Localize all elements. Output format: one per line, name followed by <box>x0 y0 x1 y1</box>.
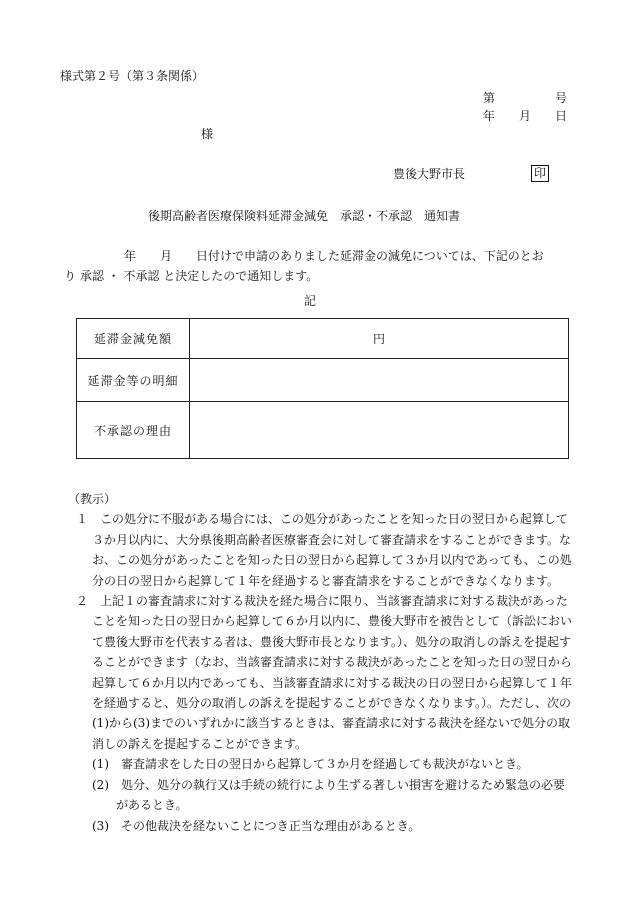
table-row <box>77 359 569 402</box>
addressee-suffix: 様 <box>201 127 214 141</box>
doc-number: 第 号 <box>483 91 568 105</box>
note-item-1: １ この処分に不服がある場合には、この処分があったことを知った日の翌日から起算して３か月以内に、大分県後期高齢者医療審査会に対して審査請求をすることができます。なお、この処分があったことを知った日の翌日から起算して３か月以内であっても、この処分の日の翌日から起算して１年を経過すると審査請求をすることができなくなります。 <box>76 512 572 588</box>
note-item-2: ２ 上記１の審査請求に対する裁決を経た場合に限り、当該審査請求に対する裁決があったことを知った日の翌日から起算して６か月以内に、豊後大野市を被告として（訴訟において豊後大野市を代表する者は、豊後大野市長となります。）、処分の取消しの訴えを提起することができます（なお、当該審査請求に対する裁決があったことを知った日の翌日から起算して６か月以内であっても、当該審査請求に対する裁決の日の翌日から起算して１年を経過すると、処分の取消しの訴えを提起することができなくなります。）。ただし、次の(1)から(3)までのいずれかに該当するときは、審査請求に対する裁決を経ないで処分の取消しの訴えを提起することができます。 <box>76 594 573 751</box>
document-title: 後期高齢者医療保険料延滞金減免 承認・不承認 通知書 <box>148 209 461 223</box>
seal-mark: 印 <box>531 165 549 182</box>
note-subitem-3: (3) その他裁決を経ないことにつき正当な理由があるとき。 <box>92 818 421 833</box>
reduction-table <box>76 318 569 459</box>
table-row <box>77 319 569 359</box>
row-label: 延滞金減免額 <box>77 319 190 359</box>
note-subitem-1: (1) 審査請求をした日の翌日から起算して３か月を経過しても裁決がないとき。 <box>92 757 529 772</box>
ki-marker: 記 <box>304 294 317 308</box>
row-label: 延滞金等の明細 <box>77 359 190 402</box>
row-value <box>190 359 569 402</box>
row-value <box>190 402 569 459</box>
row-label: 不承認の理由 <box>77 402 190 459</box>
body-line-2: り 承認 ・ 不承認 と決定したので通知します。 <box>64 269 319 283</box>
issuer-name: 豊後大野市長 <box>393 167 466 181</box>
row-value: 円 <box>190 319 569 359</box>
table-row <box>77 402 569 459</box>
form-id: 様式第２号（第３条関係） <box>60 69 205 83</box>
instruction-notes <box>68 489 576 836</box>
body-line-1: 年 月 日付けで申請のありました延滞金の減免については、下記のとお <box>124 249 544 263</box>
note-subitem-2: (2) 処分、処分の執行又は手続の続行により生ずる著しい損害を避けるため緊急の必要があるとき。 <box>92 777 566 813</box>
issue-date: 年 月 日 <box>483 109 568 123</box>
notes-heading: （教示） <box>68 492 117 506</box>
